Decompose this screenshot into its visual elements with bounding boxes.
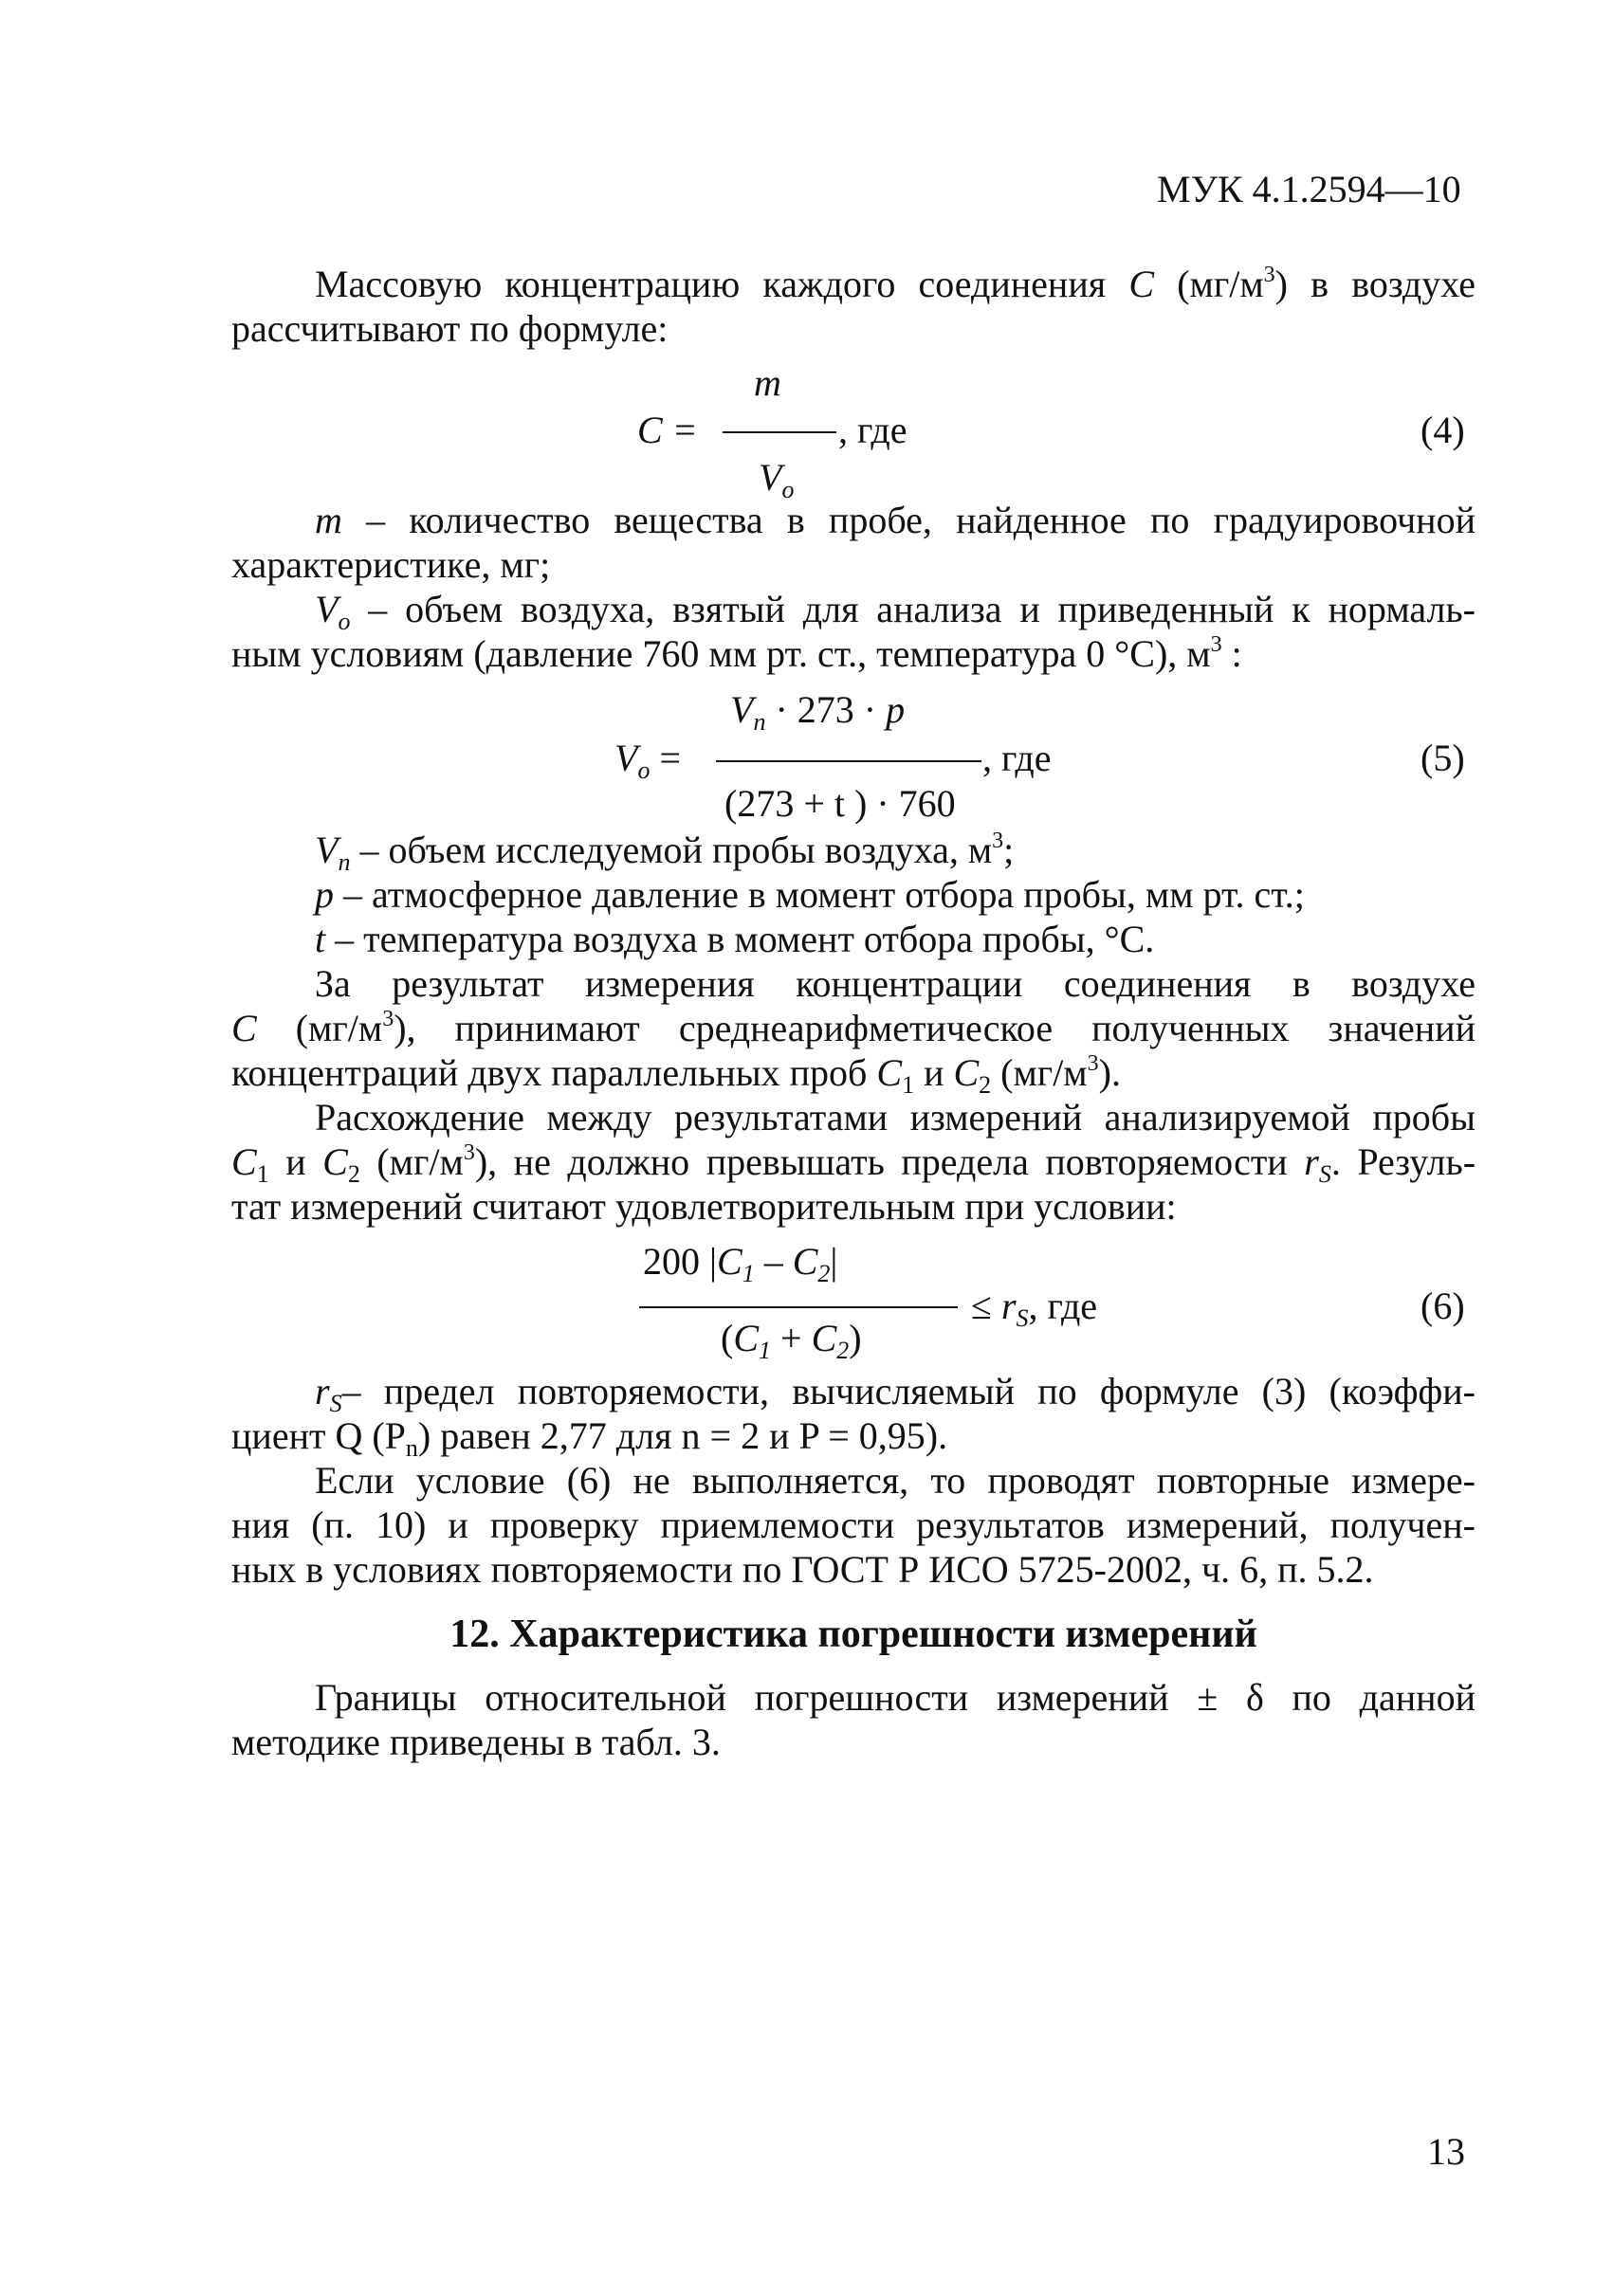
definition-vn: $V_n$ – объем исследуемой пробы воздуха, $м^3$;: [315, 829, 1015, 876]
paragraph-result: За результат измерения концентрации соединения в воздухе: [315, 962, 1476, 1005]
definition-m-line2: характеристике, мг;: [231, 543, 551, 586]
definition-m: m – количество вещества в пробе, найденное по градуировочной: [315, 499, 1476, 541]
paragraph-mass-concentration: Массовую концентрацию каждого соединения C $(мг/м^3)$ в воздухе: [315, 263, 1476, 305]
paragraph-condition: Если условие (6) не выполняется, то проводят повторные измере-: [315, 1459, 1476, 1502]
paragraph-result-line2: C $(мг/м^3)$, принимают среднеарифметическое полученных значений: [231, 1007, 1476, 1049]
document-page: МУК 4.1.2594—10 Массовую концентрацию каждого соединения C $(мг/м^3)$ в воздухе рассчитывают по формуле: m C = , где $V_o$ (4) m – количество вещества в пробе, найденное по градуировочной характеристике, мг; $V_o$ – объем воздуха, взятый для анализа и приведенный к нормаль- ным условиям (давление 760 мм рт. ст., температура 0 °С), $м^3$ : $V_n \cdot 273 \cdot p$ $V_o$ = , где (273 + t ) · 760 (5) $V_n$ – объем исследуемой пробы воздуха, $м^3$; p – атмосферное давление в момент отбора пробы, мм рт. ст.; t – температура воздуха в момент отбора пробы, °С. За результат измерения концентрации соединения в воздухе C $(мг/м^3)$, принимают среднеарифметическое полученных значений концентраций двух параллельных проб $C_1$ и $C_2$ $(мг/м^3)$. Расхождение между результатами измерений анализируемой пробы $C_1$ и $C_2$ $(мг/м^3)$, не должно превышать предела повторяемости $r_S$. Резуль- тат измерений считают удовлетворительным при условии: 200 $|C_1 - C_2|$ ≤ $r_S$, где $(C_1 + C_2)$ (6) $r_S-$ предел повторяемости, вычисляемый по формуле (3) (коэффи- циент Q $(P_n)$ равен 2,77 для n = 2 и P = 0,95). Если условие (6) не выполняется, то проводят повторные измере- ния (п. 10) и проверку приемлемости результатов измерений, получен- ных в условиях повторяемости по ГОСТ Р ИСО 5725-2002, ч. 6, п. 5.2. 12. Характеристика погрешности измерений Границы относительной погрешности измерений ± δ по данной методике приведены в табл. 3. 13: [231, 168, 1476, 2173]
paragraph-condition-line3: ных в условиях повторяемости по ГОСТ Р ИСО 5725-2002, ч. 6, п. 5.2.: [231, 1548, 1374, 1591]
paragraph-divergence-line2: $C_1$ и $C_2$ $(мг/м^3)$, не должно превышать предела повторяемости $r_S$. Резуль-: [231, 1140, 1476, 1188]
paragraph-mass-concentration-line2: рассчитывают по формуле:: [231, 307, 669, 350]
section-heading: 12. Характеристика погрешности измерений: [449, 1613, 1257, 1656]
definition-vo: $V_o$ – объем воздуха, взятый для анализа и приведенный к нормаль-: [315, 588, 1476, 635]
definition-vo-line2: ным условиям (давление 760 мм рт. ст., температура 0 °С), $м^3$ :: [231, 632, 1242, 675]
fraction-bar: [723, 431, 836, 433]
document-code: МУК 4.1.2594—10: [1157, 168, 1461, 210]
equation-number: (6): [1421, 1285, 1465, 1327]
paragraph-divergence: Расхождение между результатами измерений анализируемой пробы: [315, 1096, 1476, 1139]
definition-rs: $r_S-$ предел повторяемости, вычисляемый по формуле (3) (коэффи-: [315, 1370, 1476, 1417]
paragraph-divergence-line3: тат измерений считают удовлетворительным при условии:: [231, 1185, 1177, 1228]
definition-t: t – температура воздуха в момент отбора пробы, °С.: [315, 918, 1155, 960]
fraction-bar: [716, 760, 981, 762]
paragraph-condition-line2: ния (п. 10) и проверку приемлемости результатов измерений, получен-: [231, 1503, 1476, 1546]
definition-p: p – атмосферное давление в момент отбора пробы, мм рт. ст.;: [315, 873, 1305, 916]
paragraph-result-line3: концентраций двух параллельных проб $C_1$ и $C_2$ $(мг/м^3)$.: [231, 1051, 1121, 1099]
equation-number: (5): [1421, 737, 1465, 779]
definition-rs-line2: циент Q $(P_n)$ равен 2,77 для n = 2 и P = 0,95).: [231, 1414, 948, 1462]
paragraph-bounds: Границы относительной погрешности измерений ± δ по данной: [315, 1676, 1476, 1719]
fraction-bar: [639, 1306, 958, 1308]
equation-number: (4): [1421, 409, 1465, 451]
page-number: 13: [1427, 2130, 1465, 2173]
paragraph-bounds-line2: методике приведены в табл. 3.: [231, 1721, 721, 1763]
